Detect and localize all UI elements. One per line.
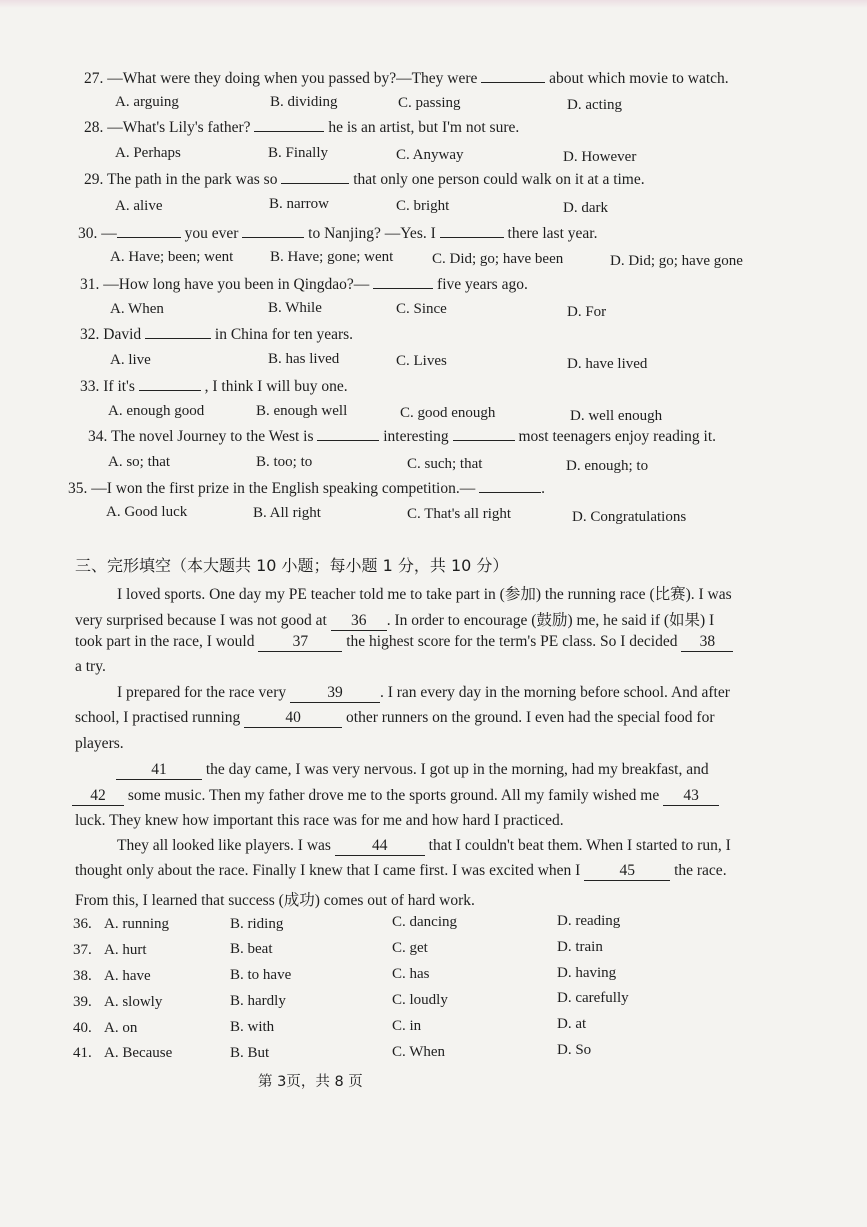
option-27c[interactable]: C. passing bbox=[398, 95, 461, 111]
option-29b[interactable]: B. narrow bbox=[269, 196, 329, 212]
cloze-blank-42[interactable]: 42 bbox=[72, 787, 124, 806]
cloze-option[interactable]: A. have bbox=[104, 968, 151, 984]
cloze-option[interactable]: C. dancing bbox=[392, 914, 457, 930]
answer-blank[interactable] bbox=[117, 237, 181, 238]
answer-blank[interactable] bbox=[481, 82, 545, 83]
cloze-option[interactable]: C. in bbox=[392, 1018, 422, 1034]
answer-blank[interactable] bbox=[373, 288, 433, 289]
cloze-option[interactable]: A. Because bbox=[104, 1045, 173, 1061]
option-31d[interactable]: D. For bbox=[567, 304, 607, 320]
option-28b[interactable]: B. Finally bbox=[268, 145, 329, 161]
option-30b[interactable]: B. Have; gone; went bbox=[270, 249, 394, 265]
answer-blank[interactable] bbox=[317, 440, 379, 441]
option-28a[interactable]: A. Perhaps bbox=[115, 145, 181, 161]
answer-blank[interactable] bbox=[139, 390, 201, 391]
option-35b[interactable]: B. All right bbox=[253, 505, 321, 521]
cloze-q-num: 38. bbox=[73, 968, 92, 984]
cloze-blank-45[interactable]: 45 bbox=[584, 862, 670, 881]
cloze-blank-43[interactable]: 43 bbox=[663, 787, 719, 806]
passage-line: thought only about the race. Finally I knew that I came first. I was excited when I 45 the race. bbox=[75, 862, 727, 879]
passage-line: I prepared for the race very 39 . I ran every day in the morning before school. And after bbox=[117, 684, 730, 701]
option-30c[interactable]: C. Did; go; have been bbox=[432, 251, 564, 267]
option-32c[interactable]: C. Lives bbox=[396, 353, 447, 369]
option-28d[interactable]: D. However bbox=[563, 149, 637, 165]
answer-blank[interactable] bbox=[254, 131, 324, 132]
option-35d[interactable]: D. Congratulations bbox=[572, 509, 687, 525]
question-34: 34. The novel Journey to the West is interesting most teenagers enjoy reading it. bbox=[88, 428, 717, 445]
answer-blank[interactable] bbox=[281, 183, 349, 184]
passage-line: 42 some music. Then my father drove me to the sports ground. All my family wished me 43 bbox=[72, 787, 719, 806]
option-33b[interactable]: B. enough well bbox=[256, 403, 348, 419]
question-30: 30. — you ever to Nanjing? —Yes. I there last year. bbox=[78, 225, 598, 242]
option-29d[interactable]: D. dark bbox=[563, 200, 608, 216]
cloze-blank-38[interactable]: 38 bbox=[681, 633, 733, 652]
cloze-q-num: 41. bbox=[73, 1045, 92, 1061]
section-title: 三、完形填空（本大题共 10 小题；每小题 1 分，共 10 分） bbox=[75, 556, 509, 575]
passage-line: 41 the day came, I was very nervous. I got up in the morning, had my breakfast, and bbox=[116, 761, 709, 780]
cloze-q-num: 39. bbox=[73, 994, 92, 1010]
question-31: 31. —How long have you been in Qingdao?— five years ago. bbox=[80, 276, 528, 293]
cloze-q-num: 36. bbox=[73, 916, 92, 932]
cloze-blank-44[interactable]: 44 bbox=[335, 837, 425, 856]
cloze-option[interactable]: D. reading bbox=[557, 913, 621, 929]
passage-line: They all looked like players. I was 44 that I couldn't beat them. When I started to run, I bbox=[117, 837, 731, 854]
option-34b[interactable]: B. too; to bbox=[256, 454, 313, 470]
passage-line: luck. They knew how important this race was for me and how hard I practiced. bbox=[75, 812, 564, 829]
cloze-blank-37[interactable]: 37 bbox=[258, 633, 342, 652]
cloze-option[interactable]: D. train bbox=[557, 939, 603, 955]
cloze-option[interactable]: B. to have bbox=[230, 967, 292, 983]
cloze-option[interactable]: D. So bbox=[557, 1042, 592, 1058]
option-34d[interactable]: D. enough; to bbox=[566, 458, 649, 474]
cloze-option[interactable]: C. has bbox=[392, 966, 430, 982]
passage-line-1: I loved sports. One day my PE teacher told me to take part in (参加) the running race (比赛). I was bbox=[117, 586, 732, 603]
passage-line: From this, I learned that success (成功) comes out of hard work. bbox=[75, 892, 475, 909]
option-27d[interactable]: D. acting bbox=[567, 97, 622, 113]
option-31b[interactable]: B. While bbox=[268, 300, 322, 316]
option-33d[interactable]: D. well enough bbox=[570, 408, 663, 424]
answer-blank[interactable] bbox=[453, 440, 515, 441]
cloze-option[interactable]: B. riding bbox=[230, 916, 284, 932]
option-30a[interactable]: A. Have; been; went bbox=[110, 249, 234, 265]
option-27a[interactable]: A. arguing bbox=[115, 94, 179, 110]
cloze-option[interactable]: A. running bbox=[104, 916, 169, 932]
cloze-option[interactable]: A. on bbox=[104, 1020, 138, 1036]
cloze-option[interactable]: A. hurt bbox=[104, 942, 147, 958]
question-28: 28. —What's Lily's father? he is an artist, but I'm not sure. bbox=[84, 119, 520, 136]
cloze-option[interactable]: C. When bbox=[392, 1044, 446, 1060]
passage-line: a try. bbox=[75, 658, 106, 675]
answer-blank[interactable] bbox=[242, 237, 304, 238]
scan-edge bbox=[0, 0, 867, 8]
answer-blank[interactable] bbox=[440, 237, 504, 238]
option-33a[interactable]: A. enough good bbox=[108, 403, 205, 419]
cloze-blank-39[interactable]: 39 bbox=[290, 684, 380, 703]
cloze-blank-40[interactable]: 40 bbox=[244, 709, 342, 728]
cloze-q-num: 37. bbox=[73, 942, 92, 958]
page-number: 第 3页，共 8 页 bbox=[258, 1074, 363, 1090]
question-27: 27. —What were they doing when you passed by?—They were about which movie to watch. bbox=[84, 70, 729, 87]
cloze-option[interactable]: D. carefully bbox=[557, 990, 629, 1006]
option-29a[interactable]: A. alive bbox=[115, 198, 163, 214]
option-27b[interactable]: B. dividing bbox=[270, 94, 338, 110]
passage-line: took part in the race, I would 37 the highest score for the term's PE class. So I decided 38 bbox=[75, 633, 733, 652]
passage-line: players. bbox=[75, 735, 124, 752]
passage-line: school, I practised running 40 other runners on the ground. I even had the special food for bbox=[75, 709, 715, 726]
question-29: 29. The path in the park was so that only one person could walk on it at a time. bbox=[84, 171, 645, 188]
cloze-option[interactable]: C. get bbox=[392, 940, 428, 956]
question-33: 33. If it's , I think I will buy one. bbox=[80, 378, 348, 395]
cloze-blank-41[interactable]: 41 bbox=[116, 761, 202, 780]
option-28c[interactable]: C. Anyway bbox=[396, 147, 464, 163]
option-35a[interactable]: A. Good luck bbox=[106, 504, 188, 520]
option-32b[interactable]: B. has lived bbox=[268, 351, 340, 367]
cloze-option[interactable]: A. slowly bbox=[104, 994, 163, 1010]
cloze-option[interactable]: C. loudly bbox=[392, 992, 448, 1008]
option-34c[interactable]: C. such; that bbox=[407, 456, 483, 472]
cloze-blank-36[interactable]: 36 bbox=[331, 612, 387, 631]
question-32: 32. David in China for ten years. bbox=[80, 326, 354, 343]
option-34a[interactable]: A. so; that bbox=[108, 454, 171, 470]
cloze-option[interactable]: B. beat bbox=[230, 941, 273, 957]
option-33c[interactable]: C. good enough bbox=[400, 405, 496, 421]
option-30d[interactable]: D. Did; go; have gone bbox=[610, 253, 743, 269]
cloze-option[interactable]: B. with bbox=[230, 1019, 275, 1035]
passage-line: very surprised because I was not good at 36 . In order to encourage (鼓励) me, he said if (如果) I bbox=[75, 612, 715, 629]
answer-blank[interactable] bbox=[145, 338, 211, 339]
option-31c[interactable]: C. Since bbox=[396, 301, 447, 317]
cloze-option[interactable]: D. having bbox=[557, 965, 617, 981]
cloze-q-num: 40. bbox=[73, 1020, 92, 1036]
option-32a[interactable]: A. live bbox=[110, 352, 151, 368]
cloze-option[interactable]: B. But bbox=[230, 1045, 270, 1061]
question-35: 35. —I won the first prize in the English speaking competition.— . bbox=[68, 480, 545, 497]
option-32d[interactable]: D. have lived bbox=[567, 356, 648, 372]
cloze-option[interactable]: D. at bbox=[557, 1016, 587, 1032]
option-35c[interactable]: C. That's all right bbox=[407, 506, 512, 522]
option-31a[interactable]: A. When bbox=[110, 301, 164, 317]
cloze-option[interactable]: B. hardly bbox=[230, 993, 286, 1009]
option-29c[interactable]: C. bright bbox=[396, 198, 450, 214]
answer-blank[interactable] bbox=[479, 492, 541, 493]
